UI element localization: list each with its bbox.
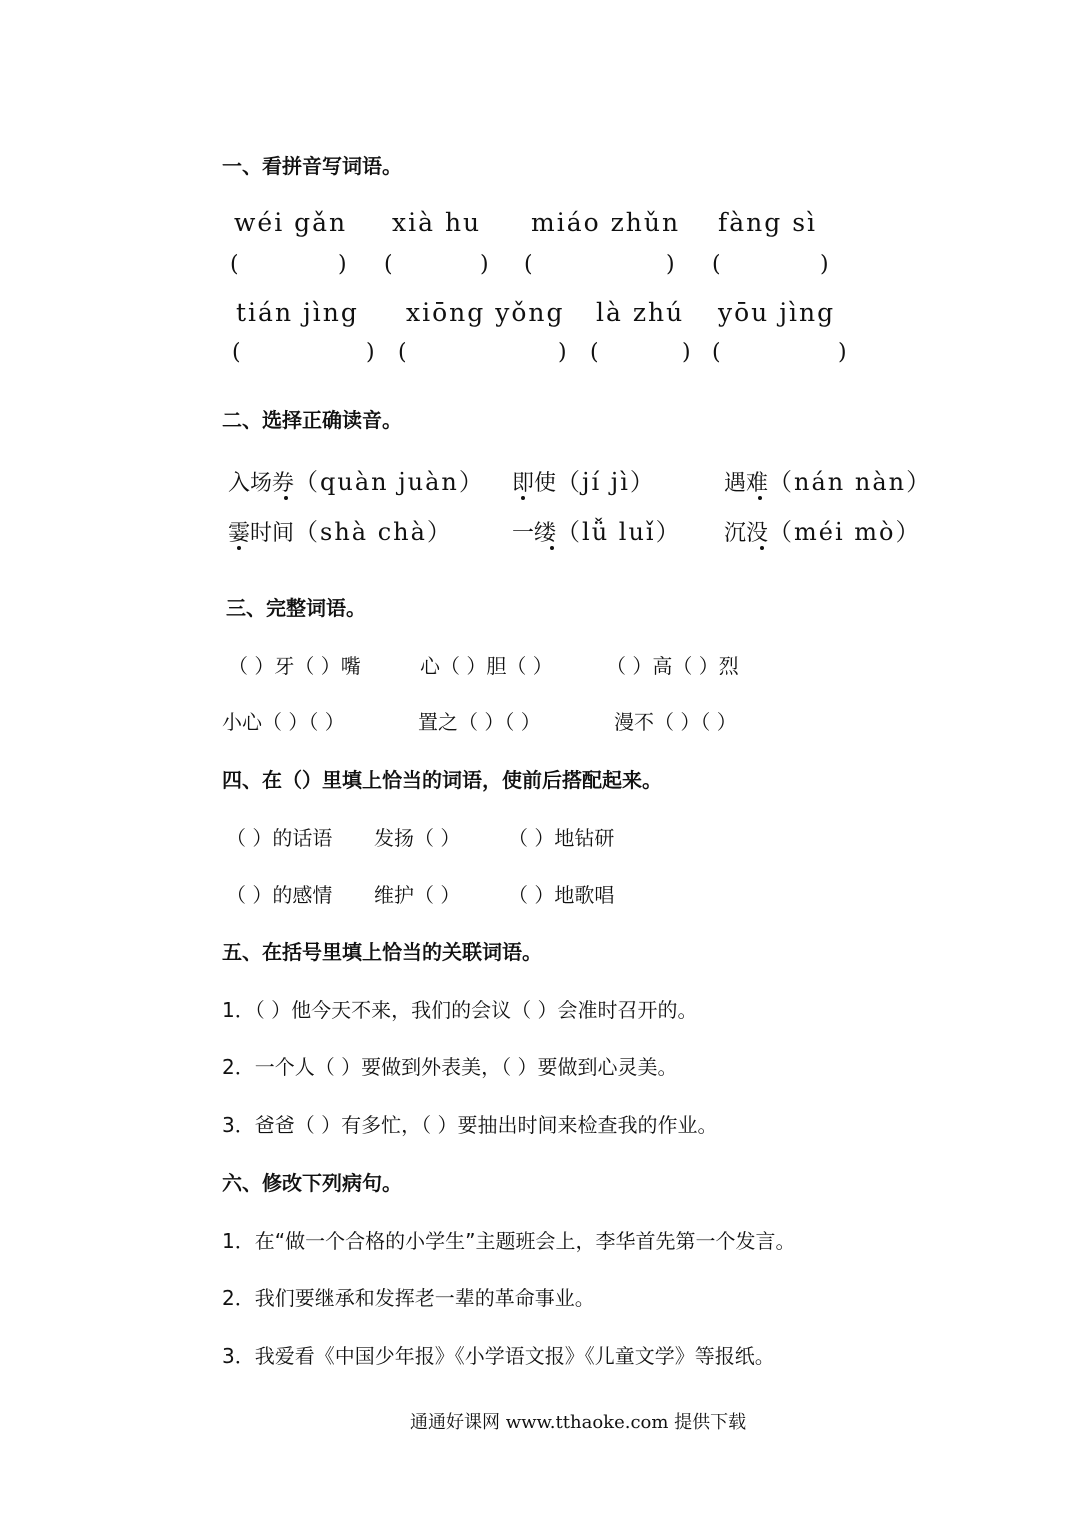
emphasis-dot — [550, 546, 554, 550]
reading-item — [724, 462, 932, 497]
reading-word: 一缕 — [512, 521, 557, 546]
conjunction-line: 2．一个人（ ）要做到外表美，（ ）要做到心灵美。 — [222, 1055, 678, 1079]
emphasis-dot — [284, 496, 288, 500]
sentence-line: 3．我爱看《中国少年报》《小学语文报》《儿童文学》等报纸。 — [222, 1344, 775, 1368]
answer-paren-close: ) — [338, 252, 347, 277]
section-3-heading: 三、完整词语。 — [226, 596, 366, 620]
emphasis-dot — [237, 546, 241, 550]
sentence-line: 2．我们要继承和发挥老一辈的革命事业。 — [222, 1286, 595, 1310]
reading-item — [724, 512, 922, 547]
emphasis-dot — [521, 496, 525, 500]
conjunction-line: 3．爸爸（ ）有多忙，（ ）要抽出时间来检查我的作业。 — [222, 1113, 718, 1137]
answer-paren-close: ) — [558, 340, 567, 365]
word-blank-item: 心（ ）胆（ ） — [420, 654, 553, 678]
pinyin-item: wéi gǎn — [234, 208, 348, 237]
pinyin-item: là zhú — [596, 298, 685, 327]
reading-word: 霎时间 — [228, 521, 295, 546]
word-blank-item: 置之（ ）（ ） — [418, 710, 541, 734]
answer-paren-open: ( — [398, 340, 407, 365]
pinyin-item: yōu jìng — [718, 298, 836, 327]
reading-item — [512, 512, 682, 547]
word-blank-item: 小心（ ）（ ） — [222, 710, 345, 734]
emphasis-dot — [758, 496, 762, 500]
collocation-item: （ ）地钻研 — [508, 826, 615, 850]
answer-paren-open: ( — [232, 340, 241, 365]
answer-paren-open: ( — [712, 252, 721, 277]
reading-word: 入场券 — [228, 471, 295, 496]
reading-options: （lǚ luǐ） — [556, 518, 682, 546]
pinyin-item: miáo zhǔn — [531, 208, 681, 237]
answer-paren-open: ( — [230, 252, 239, 277]
conjunction-line: 1．（ ）他今天不来，我们的会议（ ）会准时召开的。 — [222, 998, 698, 1022]
emphasis-dot — [760, 546, 764, 550]
answer-paren-close: ) — [682, 340, 691, 365]
sentence-line: 1．在“做一个合格的小学生”主题班会上，李华首先第一个发言。 — [222, 1229, 796, 1253]
answer-paren-open: ( — [524, 252, 533, 277]
word-blank-item: （ ）高（ ）烈 — [606, 654, 739, 678]
collocation-item: （ ）的话语 — [226, 826, 333, 850]
reading-word: 即使 — [512, 471, 557, 496]
collocation-item: 维护（ ） — [374, 883, 461, 907]
reading-options: （nán nàn） — [768, 468, 933, 496]
pinyin-item: fàng sì — [718, 208, 818, 237]
reading-item — [228, 462, 485, 497]
answer-paren-open: ( — [712, 340, 721, 365]
reading-item — [228, 512, 453, 547]
reading-word: 沉没 — [724, 521, 769, 546]
word-blank-item: 漫不（ ）（ ） — [614, 710, 737, 734]
section-2-heading: 二、选择正确读音。 — [222, 408, 402, 432]
section-6-heading: 六、修改下列病句。 — [222, 1171, 402, 1195]
reading-item — [512, 462, 656, 497]
reading-options: （méi mò） — [768, 518, 922, 546]
answer-paren-close: ) — [480, 252, 489, 277]
reading-options: （shà chà） — [294, 518, 453, 546]
page-footer: 通通好课网 www.tthaoke.com 提供下载 — [410, 1412, 747, 1433]
reading-word: 遇难 — [724, 471, 769, 496]
answer-paren-close: ) — [666, 252, 675, 277]
answer-paren-close: ) — [838, 340, 847, 365]
collocation-item: 发扬（ ） — [374, 826, 461, 850]
answer-paren-close: ) — [820, 252, 829, 277]
reading-options: （quàn juàn） — [294, 468, 485, 496]
collocation-item: （ ）的感情 — [226, 883, 333, 907]
reading-options: （jí jì） — [556, 468, 656, 496]
pinyin-item: tián jìng — [236, 298, 359, 327]
section-5-heading: 五、在括号里填上恰当的关联词语。 — [222, 940, 542, 964]
section-4-heading: 四、在（）里填上恰当的词语，使前后搭配起来。 — [222, 768, 662, 792]
collocation-item: （ ）地歌唱 — [508, 883, 615, 907]
pinyin-item: xiōng yǒng — [406, 298, 565, 327]
answer-paren-close: ) — [366, 340, 375, 365]
answer-paren-open: ( — [590, 340, 599, 365]
answer-paren-open: ( — [384, 252, 393, 277]
section-1-heading: 一、看拼音写词语。 — [222, 154, 402, 178]
word-blank-item: （ ）牙（ ）嘴 — [228, 654, 361, 678]
pinyin-item: xià hu — [392, 208, 482, 237]
